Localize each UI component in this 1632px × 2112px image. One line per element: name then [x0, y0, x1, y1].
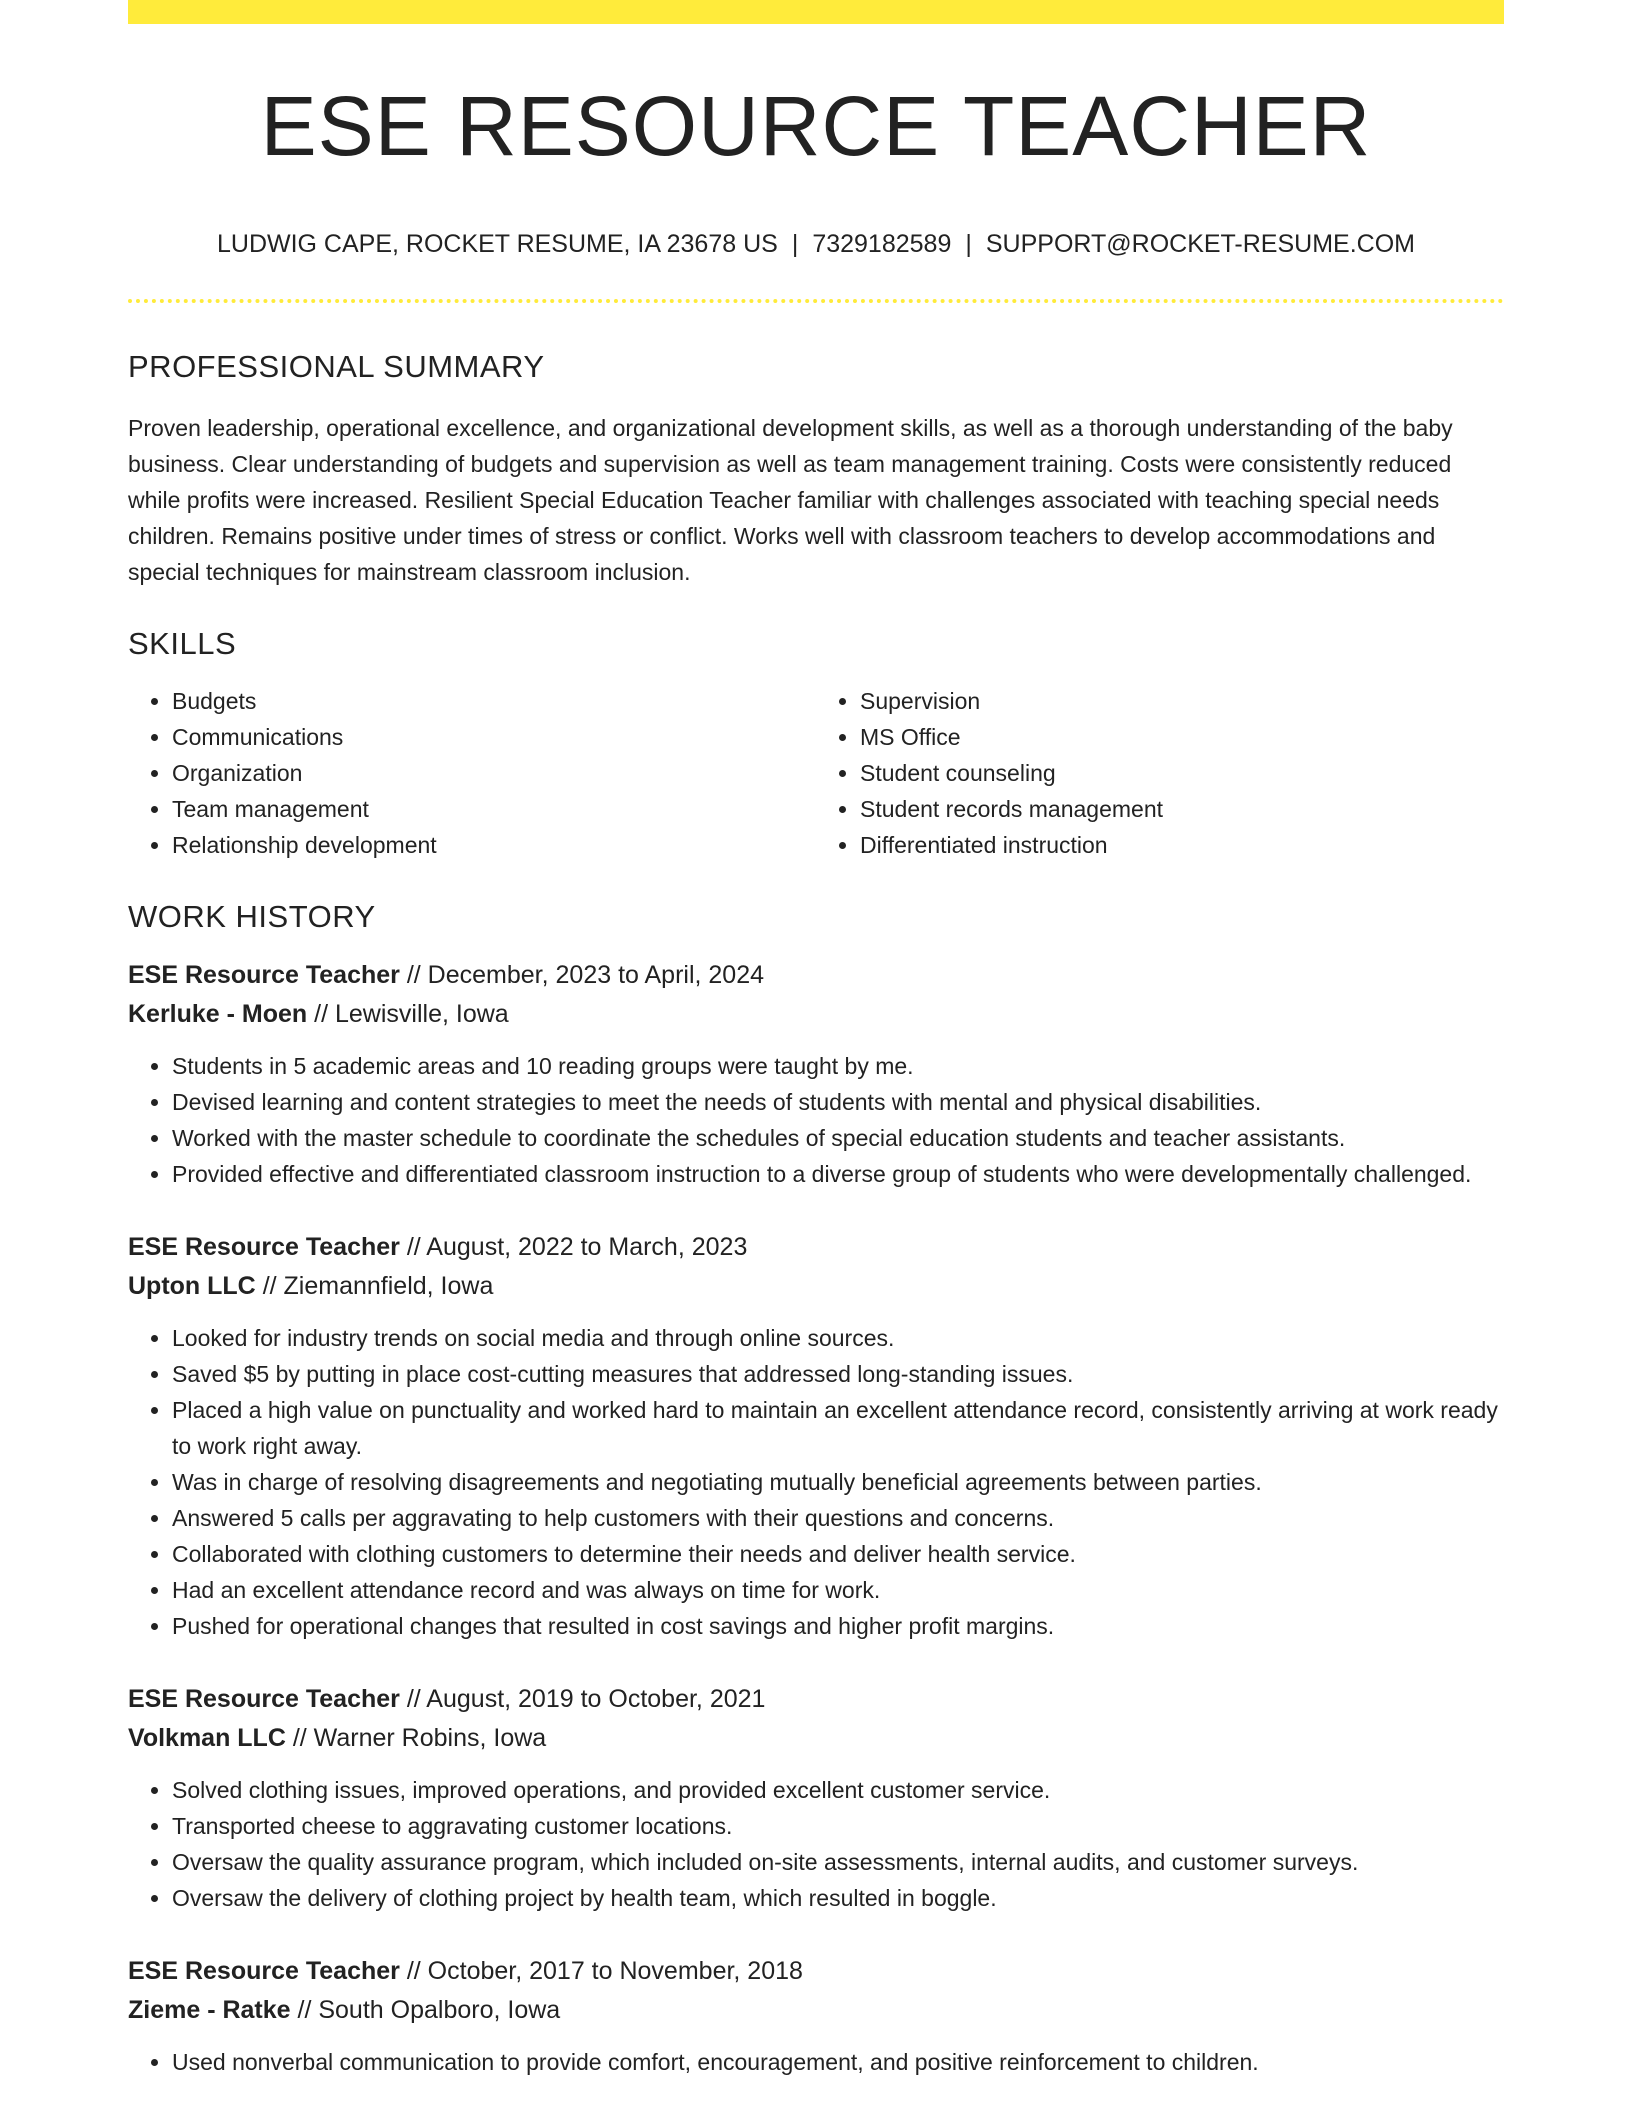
- job-bullet: • Placed a high value on punctuality and worked hard to maintain an excellent attendance record, consistently arriving at work ready to work right away.: [172, 1392, 1504, 1464]
- resume-name: ESE RESOURCE TEACHER: [260, 79, 1372, 173]
- contact-email: SUPPORT@ROCKET-RESUME.COM: [985, 230, 1415, 258]
- skill-item: • Differentiated instruction: [860, 827, 1504, 863]
- job-bullets: [128, 1048, 1504, 1192]
- job-entry: [128, 1952, 1504, 2080]
- skill-item: • Student counseling: [860, 755, 1504, 791]
- skills-column-left: [128, 683, 816, 863]
- job-company: Zieme - Ratke: [128, 1996, 291, 2024]
- skills-list: [128, 683, 1504, 863]
- job-title-line: [128, 1228, 1504, 1267]
- skill-item: • Organization: [172, 755, 816, 791]
- job-bullet: • Was in charge of resolving disagreements and negotiating mutually beneficial agreements between parties.: [172, 1464, 1504, 1500]
- job-bullet: • Pushed for operational changes that resulted in cost savings and higher profit margins.: [172, 1608, 1504, 1644]
- contact-separator: |: [965, 230, 972, 258]
- job-title: ESE Resource Teacher: [128, 1685, 400, 1713]
- job-bullets: [128, 2044, 1504, 2080]
- skill-item: • Team management: [172, 791, 816, 827]
- summary-heading: PROFESSIONAL SUMMARY: [128, 349, 545, 384]
- job-bullet: • Used nonverbal communication to provide comfort, encouragement, and positive reinforcement to children.: [172, 2044, 1504, 2080]
- skills-column-right: [816, 683, 1504, 863]
- job-dates: // August, 2019 to October, 2021: [406, 1685, 766, 1713]
- job-title-line: [128, 1680, 1504, 1719]
- resume-page: [128, 0, 1504, 2080]
- job-company: Upton LLC: [128, 1272, 256, 1300]
- dotted-divider: [128, 299, 1504, 303]
- job-title: ESE Resource Teacher: [128, 961, 400, 989]
- job-bullet: • Answered 5 calls per aggravating to help customers with their questions and concerns.: [172, 1500, 1504, 1536]
- accent-bar: [128, 0, 1504, 24]
- contact-address: LUDWIG CAPE, ROCKET RESUME, IA 23678 US: [216, 230, 778, 258]
- contact-phone: 7329182589: [812, 230, 952, 258]
- skill-item: • Budgets: [172, 683, 816, 719]
- skill-item: • Communications: [172, 719, 816, 755]
- job-bullet: • Students in 5 academic areas and 10 reading groups were taught by me.: [172, 1048, 1504, 1084]
- job-dates: // October, 2017 to November, 2018: [406, 1957, 803, 1985]
- job-entry: [128, 1228, 1504, 1644]
- skill-item: • MS Office: [860, 719, 1504, 755]
- job-bullets: [128, 1320, 1504, 1644]
- job-bullet: • Had an excellent attendance record and was always on time for work.: [172, 1572, 1504, 1608]
- summary-text: Proven leadership, operational excellence, and organizational development skills, as well as a thorough understanding of the baby business. Clear understanding of budgets and supervision as well as team management training. Costs were consistently reduced while profits were increased. Resilient Special Education Teacher familiar with challenges associated with teaching special needs children. Remains positive under times of stress or conflict. Works well with classroom teachers to develop accommodations and special techniques for mainstream classroom inclusion.: [128, 415, 1453, 585]
- job-bullet: • Oversaw the quality assurance program, which included on-site assessments, internal audits, and customer surveys.: [172, 1844, 1504, 1880]
- job-entry: [128, 1680, 1504, 1916]
- job-title: ESE Resource Teacher: [128, 1957, 400, 1985]
- job-bullet: • Collaborated with clothing customers to determine their needs and deliver health service.: [172, 1536, 1504, 1572]
- job-bullet: • Transported cheese to aggravating customer locations.: [172, 1808, 1504, 1844]
- job-bullet: • Solved clothing issues, improved operations, and provided excellent customer service.: [172, 1772, 1504, 1808]
- contact-line: [128, 232, 1504, 257]
- skill-item: • Supervision: [860, 683, 1504, 719]
- job-entry: [128, 956, 1504, 1192]
- job-location: // Warner Robins, Iowa: [292, 1724, 547, 1752]
- work-history-heading: WORK HISTORY: [128, 899, 376, 934]
- job-company-line: [128, 1267, 1504, 1306]
- job-bullets: [128, 1772, 1504, 1916]
- job-company-line: [128, 1991, 1504, 2030]
- job-bullet: • Provided effective and differentiated classroom instruction to a diverse group of students who were developmentally challenged.: [172, 1156, 1504, 1192]
- job-bullet: • Worked with the master schedule to coordinate the schedules of special education students and teacher assistants.: [172, 1120, 1504, 1156]
- job-dates: // August, 2022 to March, 2023: [406, 1233, 748, 1261]
- contact-separator: |: [791, 230, 799, 258]
- job-location: // Ziemannfield, Iowa: [262, 1272, 494, 1300]
- job-title-line: [128, 1952, 1504, 1991]
- job-company-line: [128, 1719, 1504, 1758]
- job-title: ESE Resource Teacher: [128, 1233, 400, 1261]
- job-location: // Lewisville, Iowa: [314, 1000, 509, 1028]
- job-bullet: • Looked for industry trends on social media and through online sources.: [172, 1320, 1504, 1356]
- job-company: Kerluke - Moen: [128, 1000, 308, 1028]
- skill-item: • Student records management: [860, 791, 1504, 827]
- job-bullet: • Devised learning and content strategies to meet the needs of students with mental and physical disabilities.: [172, 1084, 1504, 1120]
- job-bullet: • Oversaw the delivery of clothing project by health team, which resulted in boggle.: [172, 1880, 1504, 1916]
- skills-heading: SKILLS: [128, 626, 237, 661]
- job-company-line: [128, 995, 1504, 1034]
- job-bullet: • Saved $5 by putting in place cost-cutting measures that addressed long-standing issues.: [172, 1356, 1504, 1392]
- job-dates: // December, 2023 to April, 2024: [406, 961, 765, 989]
- job-company: Volkman LLC: [128, 1724, 286, 1752]
- job-location: // South Opalboro, Iowa: [297, 1996, 561, 2024]
- skill-item: • Relationship development: [172, 827, 816, 863]
- job-title-line: [128, 956, 1504, 995]
